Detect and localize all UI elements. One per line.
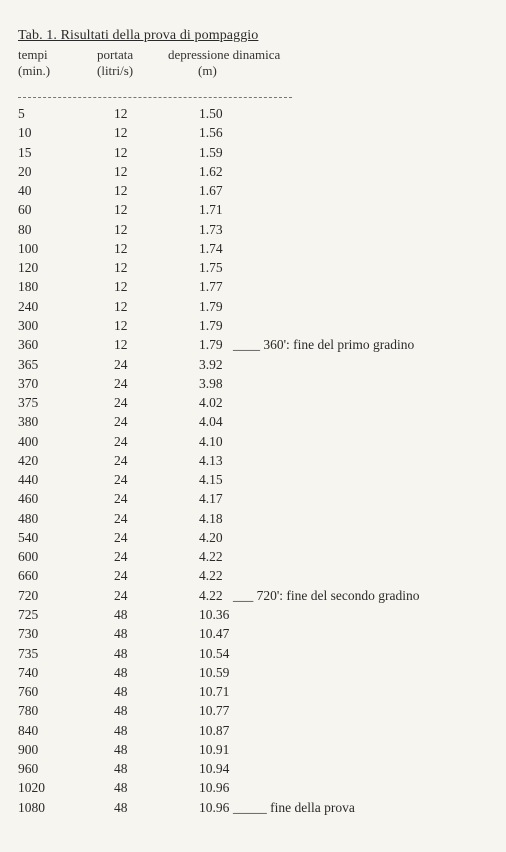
- cell-depressione: 1.67: [199, 183, 223, 199]
- cell-portata: 24: [114, 510, 128, 526]
- cell-portata: 48: [114, 761, 128, 777]
- cell-tempi: 760: [18, 684, 39, 700]
- table-title: Tab. 1. Risultati della prova di pompaggio: [18, 28, 259, 43]
- cell-tempi: 780: [18, 703, 39, 719]
- cell-portata: 48: [114, 703, 128, 719]
- cell-depressione: 1.77: [199, 279, 223, 295]
- cell-portata: 12: [114, 337, 128, 353]
- cell-portata: 24: [114, 375, 128, 391]
- cell-tempi: 720: [18, 587, 39, 603]
- column-header-depressione: [168, 47, 280, 79]
- cell-tempi: 5: [18, 106, 25, 121]
- cell-depressione: 4.22: [199, 587, 223, 603]
- cell-tempi: 80: [18, 221, 32, 237]
- cell-portata: 48: [114, 645, 128, 661]
- cell-portata: 12: [114, 298, 128, 314]
- table-row: [0, 491, 506, 510]
- cell-tempi: 10: [18, 125, 32, 141]
- column-header-portata-unit: (litri/s): [97, 63, 134, 78]
- table-row: [0, 337, 506, 356]
- cell-note: ___ 720': fine del secondo gradino: [233, 587, 420, 603]
- table-row: [0, 780, 506, 799]
- cell-depressione: 4.02: [199, 395, 223, 411]
- cell-tempi: 40: [18, 183, 32, 199]
- cell-portata: 12: [114, 144, 128, 160]
- table-row: [0, 414, 506, 433]
- cell-depressione: 4.18: [199, 510, 223, 526]
- cell-portata: 12: [114, 202, 128, 218]
- table-row: [0, 164, 506, 183]
- cell-tempi: 725: [18, 607, 39, 623]
- cell-tempi: 300: [18, 317, 39, 333]
- cell-depressione: 4.17: [199, 491, 223, 507]
- cell-depressione: 1.79: [199, 337, 223, 353]
- cell-portata: 12: [114, 260, 128, 276]
- table-row: [0, 684, 506, 703]
- cell-tempi: 740: [18, 664, 39, 680]
- cell-depressione: 4.13: [199, 452, 223, 468]
- cell-portata: 24: [114, 356, 128, 372]
- cell-tempi: 480: [18, 510, 39, 526]
- cell-tempi: 440: [18, 472, 39, 488]
- cell-depressione: 4.22: [199, 568, 223, 584]
- cell-portata: 12: [114, 240, 128, 256]
- table-row: [0, 511, 506, 530]
- cell-portata: 48: [114, 684, 128, 700]
- cell-depressione: 10.71: [199, 684, 230, 700]
- cell-depressione: 1.62: [199, 163, 223, 179]
- table-row: [0, 241, 506, 260]
- table-row: [0, 472, 506, 491]
- table-row: [0, 568, 506, 587]
- cell-depressione: 1.56: [199, 125, 223, 141]
- cell-portata: 48: [114, 626, 128, 642]
- column-header-tempi: [18, 47, 50, 79]
- table-row: [0, 357, 506, 376]
- cell-tempi: 375: [18, 395, 39, 411]
- cell-depressione: 1.71: [199, 202, 223, 218]
- cell-portata: 24: [114, 568, 128, 584]
- cell-depressione: 10.59: [199, 664, 230, 680]
- cell-tempi: 120: [18, 260, 39, 276]
- cell-depressione: 1.73: [199, 221, 223, 237]
- column-header-depressione-unit: (m): [198, 63, 217, 78]
- cell-portata: 24: [114, 529, 128, 545]
- cell-tempi: 380: [18, 414, 39, 430]
- cell-depressione: 1.79: [199, 317, 223, 333]
- cell-portata: 48: [114, 780, 128, 796]
- table-row: [0, 222, 506, 241]
- table-row: [0, 125, 506, 144]
- cell-tempi: 100: [18, 240, 39, 256]
- cell-portata: 48: [114, 664, 128, 680]
- cell-tempi: 15: [18, 144, 32, 160]
- cell-depressione: 4.15: [199, 472, 223, 488]
- cell-portata: 48: [114, 607, 128, 623]
- table-row: [0, 607, 506, 626]
- cell-portata: 24: [114, 549, 128, 565]
- cell-note: ____ 360': fine del primo gradino: [233, 337, 415, 353]
- cell-portata: 48: [114, 722, 128, 738]
- cell-tempi: 460: [18, 491, 39, 507]
- cell-depressione: 3.92: [199, 356, 223, 372]
- table-row: [0, 145, 506, 164]
- cell-portata: 12: [114, 279, 128, 295]
- cell-depressione: 10.94: [199, 761, 230, 777]
- table-row: [0, 549, 506, 568]
- cell-portata: 24: [114, 452, 128, 468]
- table-row: [0, 588, 506, 607]
- table-row: [0, 395, 506, 414]
- table-row: [0, 626, 506, 645]
- cell-portata: 24: [114, 472, 128, 488]
- cell-depressione: 1.59: [199, 144, 223, 160]
- table-row: [0, 665, 506, 684]
- table-row: [0, 318, 506, 337]
- cell-depressione: 10.47: [199, 626, 230, 642]
- cell-tempi: 540: [18, 529, 39, 545]
- cell-portata: 24: [114, 433, 128, 449]
- cell-portata: 12: [114, 183, 128, 199]
- cell-tempi: 730: [18, 626, 39, 642]
- cell-depressione: 1.79: [199, 298, 223, 314]
- table-row: [0, 260, 506, 279]
- cell-portata: 12: [114, 125, 128, 141]
- cell-tempi: 1020: [18, 780, 45, 796]
- cell-tempi: 60: [18, 202, 32, 218]
- table-row: [0, 742, 506, 761]
- table-row: [0, 646, 506, 665]
- cell-depressione: 10.77: [199, 703, 230, 719]
- column-header-portata: [97, 47, 133, 79]
- cell-depressione: 10.91: [199, 741, 230, 757]
- table-row: [0, 279, 506, 298]
- cell-tempi: 660: [18, 568, 39, 584]
- cell-tempi: 420: [18, 452, 39, 468]
- table-row: [0, 761, 506, 780]
- cell-depressione: 10.96: [199, 799, 230, 815]
- cell-tempi: 600: [18, 549, 39, 565]
- table-row: [0, 723, 506, 742]
- cell-depressione: 4.04: [199, 414, 223, 430]
- cell-portata: 24: [114, 395, 128, 411]
- table-row: [0, 530, 506, 549]
- cell-depressione: 1.75: [199, 260, 223, 276]
- cell-tempi: 960: [18, 761, 39, 777]
- cell-portata: 24: [114, 491, 128, 507]
- cell-depressione: 4.20: [199, 529, 223, 545]
- cell-depressione: 4.22: [199, 549, 223, 565]
- table-row: [0, 434, 506, 453]
- cell-portata: 12: [114, 317, 128, 333]
- cell-depressione: 10.36: [199, 607, 230, 623]
- cell-portata: 24: [114, 414, 128, 430]
- cell-tempi: 400: [18, 433, 39, 449]
- table-row: [0, 299, 506, 318]
- cell-depressione: 1.74: [199, 240, 223, 256]
- cell-portata: 48: [114, 799, 128, 815]
- column-header-portata-label: portata: [97, 47, 134, 62]
- cell-depressione: 10.54: [199, 645, 230, 661]
- cell-depressione: 10.96: [199, 780, 230, 796]
- cell-depressione: 4.10: [199, 433, 223, 449]
- header-divider: [18, 97, 292, 98]
- cell-tempi: 365: [18, 356, 39, 372]
- cell-tempi: 735: [18, 645, 39, 661]
- cell-depressione: 3.98: [199, 375, 223, 391]
- column-header-tempi-label: tempi: [18, 47, 48, 62]
- cell-tempi: 240: [18, 298, 39, 314]
- cell-note: _____ fine della prova: [233, 799, 355, 815]
- cell-tempi: 360: [18, 337, 39, 353]
- table-row: [0, 703, 506, 722]
- cell-tempi: 1080: [18, 799, 45, 815]
- cell-tempi: 840: [18, 722, 39, 738]
- cell-tempi: 180: [18, 279, 39, 295]
- cell-depressione: 1.50: [199, 106, 223, 121]
- cell-portata: 12: [114, 106, 128, 121]
- cell-portata: 48: [114, 741, 128, 757]
- table-row: [0, 376, 506, 395]
- table-row: [0, 800, 506, 819]
- table-row: [0, 183, 506, 202]
- column-header-tempi-unit: (min.): [18, 63, 51, 78]
- cell-portata: 24: [114, 587, 128, 603]
- cell-tempi: 370: [18, 375, 39, 391]
- cell-tempi: 20: [18, 163, 32, 179]
- cell-depressione: 10.87: [199, 722, 230, 738]
- table-row: [0, 453, 506, 472]
- table-row: [0, 202, 506, 221]
- cell-tempi: 900: [18, 741, 39, 757]
- cell-portata: 12: [114, 163, 128, 179]
- table-row: [0, 106, 506, 125]
- column-header-depressione-label: depressione dinamica: [168, 47, 281, 62]
- cell-portata: 12: [114, 221, 128, 237]
